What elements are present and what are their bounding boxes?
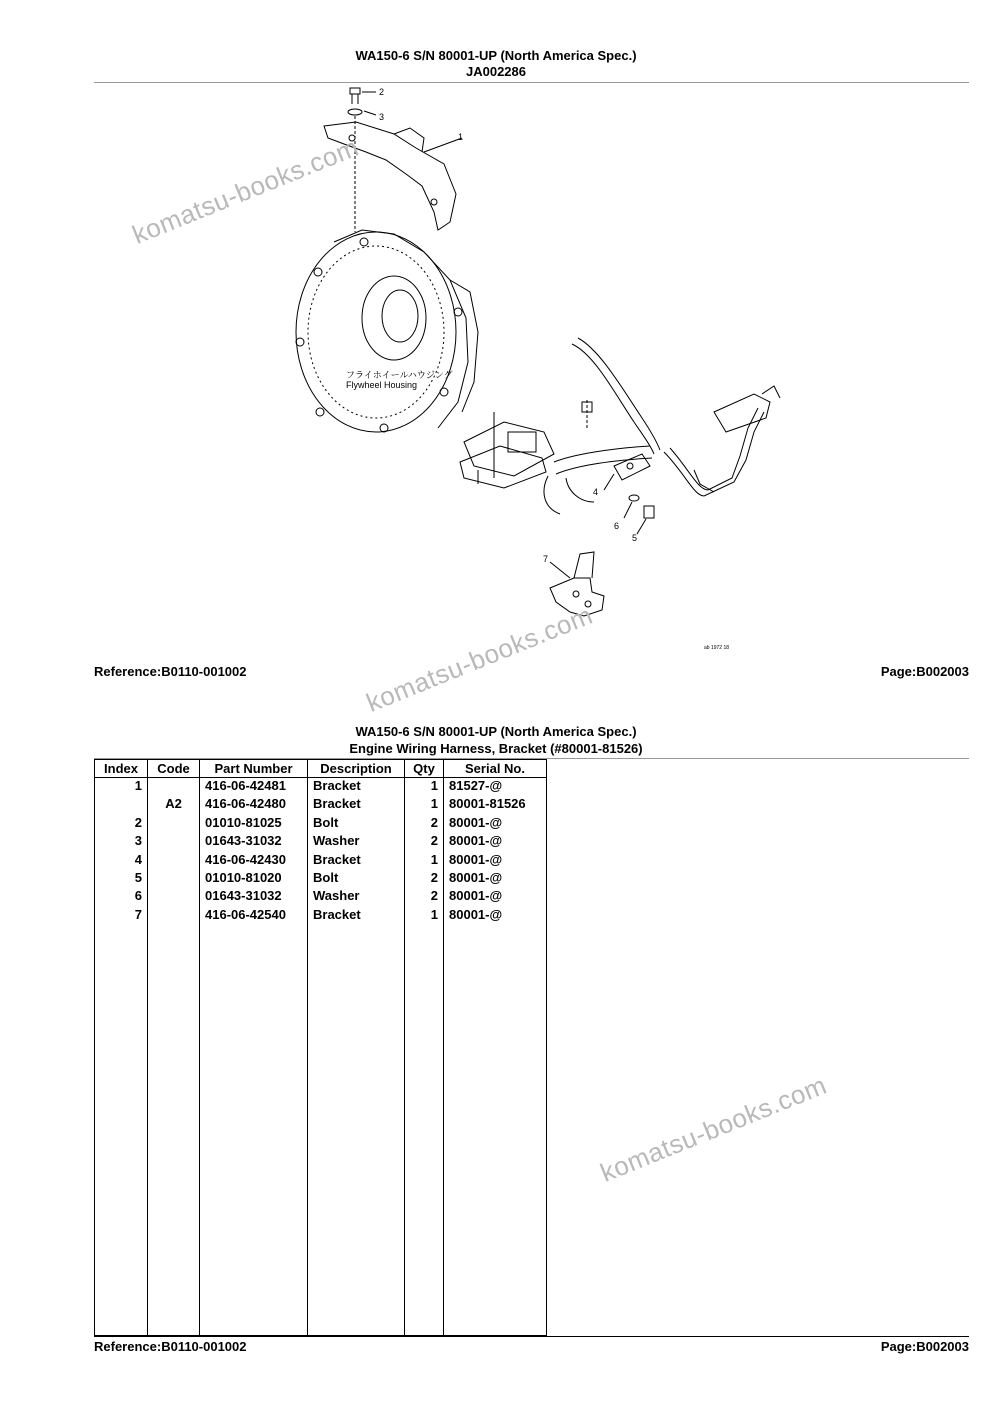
cell-index: 6: [95, 888, 148, 906]
cell-index: 4: [95, 852, 148, 870]
cell-serial: 81527-@: [444, 778, 547, 797]
cell-code: [148, 852, 200, 870]
callout-2: 2: [379, 87, 385, 97]
cell-code: [148, 870, 200, 888]
cell-part-number: 01643-31032: [200, 833, 308, 851]
empty-cell: [308, 925, 405, 1336]
cell-part-number: 01010-81025: [200, 815, 308, 833]
cell-qty: 1: [405, 852, 444, 870]
cell-index: [95, 796, 148, 814]
cell-code: [148, 907, 200, 925]
flywheel-label-en: Flywheel Housing: [346, 380, 418, 390]
cell-qty: 1: [405, 796, 444, 814]
col-desc-header: Description: [308, 760, 405, 778]
cell-index: 2: [95, 815, 148, 833]
table-row: [95, 833, 547, 851]
callout-1: 1: [458, 132, 464, 142]
cell-serial: 80001-@: [444, 907, 547, 925]
cell-qty: 2: [405, 833, 444, 851]
drawing-code: ab 1972 18: [704, 645, 730, 651]
cell-index: 7: [95, 907, 148, 925]
callout-3: 3: [379, 112, 385, 122]
washer-6-drawing: [624, 495, 639, 518]
reference-top: Reference:B0110-001002: [94, 664, 247, 679]
diagram-title: WA150-6 S/N 80001-UP (North America Spec.): [355, 48, 637, 63]
cell-qty: 2: [405, 888, 444, 906]
cell-description: Bracket: [308, 778, 405, 797]
callout-7: 7: [543, 554, 549, 564]
cell-code: [148, 778, 200, 797]
table-header-row: [95, 760, 547, 778]
flywheel-housing-drawing: [296, 230, 478, 432]
cell-description: Bolt: [308, 870, 405, 888]
watermark: komatsu-books.com: [128, 131, 363, 250]
cell-code: [148, 888, 200, 906]
washer-3-drawing: [348, 109, 362, 115]
cell-index: 5: [95, 870, 148, 888]
page-top: Page:B002003: [880, 664, 969, 679]
parts-diagram: [94, 82, 969, 662]
cell-part-number: 416-06-42480: [200, 796, 308, 814]
reference-bottom: Reference:B0110-001002: [94, 1339, 247, 1354]
cell-code: [148, 815, 200, 833]
table-row: [95, 778, 547, 797]
cell-description: Washer: [308, 888, 405, 906]
parts-list-subtitle: Engine Wiring Harness, Bracket (#80001-81526): [349, 741, 643, 756]
empty-cell: [200, 925, 308, 1336]
col-serial-header: Serial No.: [444, 760, 547, 778]
diagram-code: JA002286: [466, 64, 526, 79]
cell-qty: 2: [405, 870, 444, 888]
bolt-2-drawing: [350, 88, 360, 104]
parts-table: [94, 759, 547, 1336]
watermark: komatsu-books.com: [596, 1069, 831, 1188]
col-part-header: Part Number: [200, 760, 308, 778]
cell-part-number: 416-06-42540: [200, 907, 308, 925]
table-row: [95, 852, 547, 870]
table-row: [95, 870, 547, 888]
cell-index: 1: [95, 778, 148, 797]
cell-qty: 1: [405, 907, 444, 925]
empty-cell: [405, 925, 444, 1336]
cell-part-number: 416-06-42481: [200, 778, 308, 797]
table-empty-space: [95, 925, 547, 1336]
wiring-harness-drawing: [544, 338, 780, 514]
cell-description: Bracket: [308, 907, 405, 925]
watermark: komatsu-books.com: [362, 599, 597, 718]
cell-code: [148, 833, 200, 851]
callout-5: 5: [632, 533, 638, 543]
cell-qty: 2: [405, 815, 444, 833]
cell-qty: 1: [405, 778, 444, 797]
col-code-header: Code: [148, 760, 200, 778]
table-row: [95, 815, 547, 833]
empty-cell: [444, 925, 547, 1336]
cell-serial: 80001-@: [444, 833, 547, 851]
table-row: [95, 796, 547, 814]
empty-cell: [148, 925, 200, 1336]
cell-serial: 80001-@: [444, 852, 547, 870]
parts-list-title: WA150-6 S/N 80001-UP (North America Spec.): [355, 724, 637, 739]
cell-serial: 80001-@: [444, 870, 547, 888]
cell-part-number: 416-06-42430: [200, 852, 308, 870]
flywheel-label-jp: フライホイールハウジング: [346, 370, 453, 380]
cell-index: 3: [95, 833, 148, 851]
cell-serial: 80001-@: [444, 815, 547, 833]
cell-description: Bolt: [308, 815, 405, 833]
col-index-header: Index: [95, 760, 148, 778]
bolt-5-drawing: [637, 506, 654, 534]
empty-cell: [95, 925, 148, 1336]
cell-part-number: 01010-81020: [200, 870, 308, 888]
col-qty-header: Qty: [405, 760, 444, 778]
cell-serial: 80001-@: [444, 888, 547, 906]
engine-mount-drawing: [460, 412, 554, 488]
cell-part-number: 01643-31032: [200, 888, 308, 906]
table-row: [95, 888, 547, 906]
cell-description: Bracket: [308, 852, 405, 870]
callout-6: 6: [614, 521, 620, 531]
cell-description: Washer: [308, 833, 405, 851]
table-bottom-rule: [94, 1336, 969, 1337]
table-row: [95, 907, 547, 925]
leader-3: [364, 111, 376, 115]
cell-code: A2: [148, 796, 200, 814]
cell-description: Bracket: [308, 796, 405, 814]
cell-serial: 80001-81526: [444, 796, 547, 814]
page-bottom: Page:B002003: [880, 1339, 969, 1354]
callout-4: 4: [593, 487, 599, 497]
